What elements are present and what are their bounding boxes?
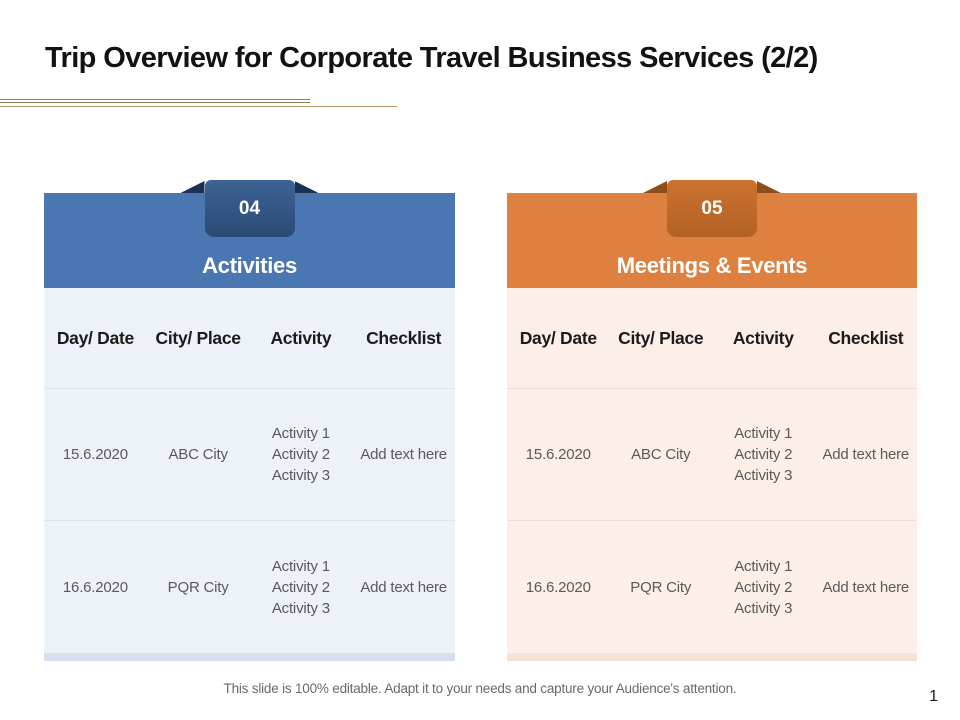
cell-activity — [250, 521, 353, 653]
meetings-events-table — [507, 180, 917, 661]
activity-line: Activity 2 — [734, 446, 793, 463]
table-row — [44, 521, 455, 653]
cell-checklist: Add text here — [360, 446, 447, 463]
footer-note: This slide is 100% editable. Adapt it to your needs and capture your Audience's attention. — [223, 681, 737, 696]
activity-line: Activity 3 — [734, 599, 793, 617]
activity-line: Activity 1 — [271, 557, 330, 575]
cell-day-date: 15.6.2020 — [525, 446, 591, 463]
column-header-day-date: Day/ Date — [56, 327, 134, 348]
column-header-activity: Activity — [732, 327, 794, 348]
cell-day-date: 16.6.2020 — [62, 578, 128, 596]
page-number: 1 — [929, 688, 938, 705]
cell-city-place: ABC City — [631, 446, 691, 463]
table-bottom-strip — [44, 653, 455, 661]
table-title: Meetings & Events — [507, 193, 917, 288]
column-header-checklist: Checklist — [366, 327, 442, 348]
cell-day-date: 15.6.2020 — [62, 446, 128, 463]
title-underline-secondary — [0, 106, 397, 107]
column-header-row — [507, 288, 917, 389]
table-body — [507, 288, 917, 653]
ribbon-fold-right — [295, 181, 319, 193]
activity-line: Activity 3 — [734, 467, 793, 484]
activity-line: Activity 2 — [734, 578, 793, 596]
title-underline-primary — [0, 99, 310, 103]
activity-line: Activity 1 — [734, 557, 793, 575]
table-bottom-strip — [507, 653, 917, 661]
activity-line: Activity 1 — [271, 425, 330, 442]
cell-checklist: Add text here — [360, 578, 447, 596]
ribbon-fold-left — [643, 181, 667, 193]
ribbon-fold-right — [757, 181, 781, 193]
cell-activity — [712, 389, 815, 520]
page-title: Trip Overview for Corporate Travel Business Services (2/2) — [45, 42, 818, 74]
cell-city-place: PQR City — [167, 578, 229, 596]
table-row — [44, 389, 455, 521]
badge-number: 05 — [667, 180, 757, 237]
activities-table — [44, 180, 455, 661]
column-header-row — [44, 288, 455, 389]
badge-number: 04 — [205, 180, 295, 237]
column-header-day-date: Day/ Date — [519, 327, 597, 348]
table-row — [507, 389, 917, 521]
activity-line: Activity 3 — [271, 599, 330, 617]
activity-line: Activity 1 — [734, 425, 793, 442]
cell-activity — [712, 521, 815, 653]
column-header-activity: Activity — [270, 327, 332, 348]
table-title: Activities — [44, 193, 455, 288]
table-row — [507, 521, 917, 653]
column-header-city-place: City/ Place — [155, 327, 241, 348]
column-header-checklist: Checklist — [828, 327, 904, 348]
ribbon-fold-left — [181, 181, 205, 193]
cell-city-place: ABC City — [168, 446, 228, 463]
activity-line: Activity 2 — [271, 578, 330, 596]
column-header-city-place: City/ Place — [618, 327, 704, 348]
cell-day-date: 16.6.2020 — [525, 578, 591, 596]
cell-checklist: Add text here — [822, 578, 910, 596]
cell-checklist: Add text here — [822, 446, 910, 463]
cell-activity — [250, 389, 353, 520]
cell-city-place: PQR City — [630, 578, 692, 596]
activity-line: Activity 3 — [271, 467, 330, 484]
activity-line: Activity 2 — [271, 446, 330, 463]
table-body — [44, 288, 455, 653]
